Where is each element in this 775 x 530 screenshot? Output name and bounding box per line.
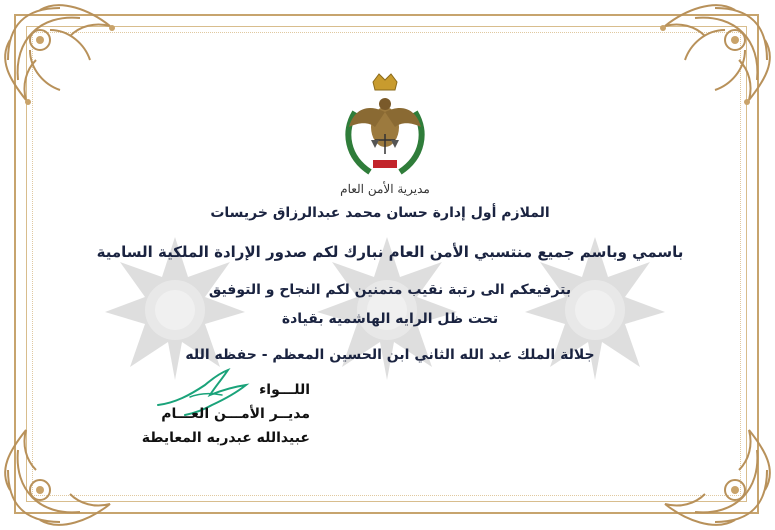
public-security-emblem-icon: [335, 72, 435, 182]
letter-line: باسمي وباسم جميع منتسبي الأمن العام نبارك لكم صدور الإرادة الملكية السامية: [96, 243, 684, 261]
recipient-line: الملازم أول إدارة حسان محمد عبدالرزاق خريسات: [210, 205, 550, 221]
corner-ornament-icon: [625, 420, 775, 530]
corner-ornament-icon: [625, 0, 775, 110]
signatory-title: مديــر الأمـــن العـــام: [161, 406, 310, 422]
letter-line: جلالة الملك عبد الله الثاني ابن الحسين المعظم - حفظه الله: [185, 347, 595, 363]
letter-line: بترفيعكم الى رتبة نقيب متمنين لكم النجاح و التوفيق: [208, 282, 572, 298]
corner-ornament-icon: [0, 0, 150, 110]
letter-line: تحت ظل الرايه الهاشميه بقيادة: [281, 311, 499, 327]
signatory-name: عبيدالله عبدربه المعايطة: [141, 430, 310, 446]
emblem-caption: مديرية الأمن العام: [340, 182, 430, 196]
signatory-rank: اللـــواء: [259, 382, 310, 398]
